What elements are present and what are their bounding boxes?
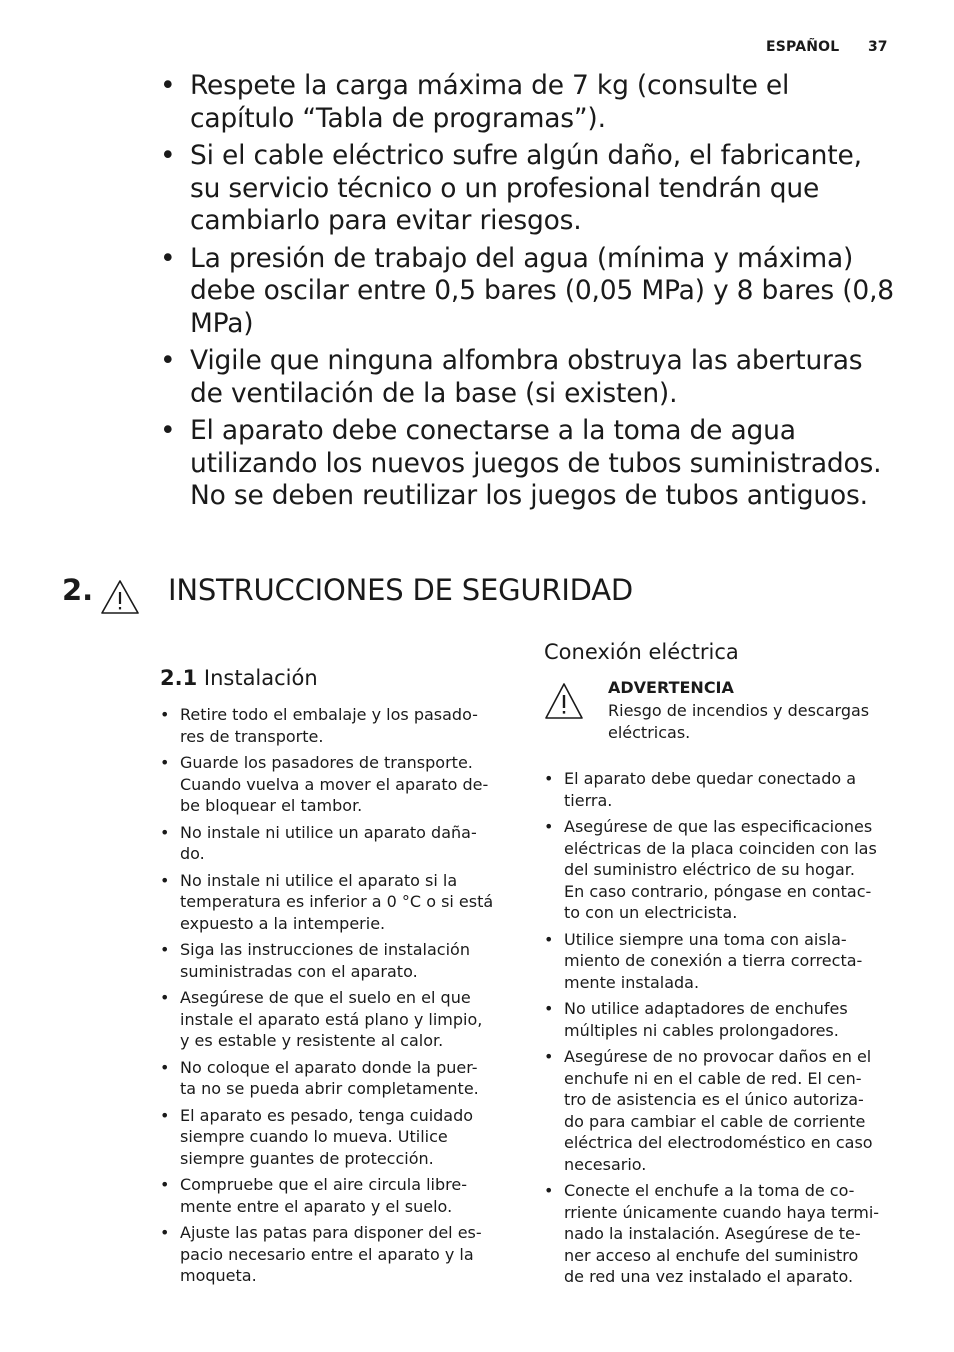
list-item: • Asegúrese de que las especificaciones eléctricas de la placa coinciden con las del suministro eléctrico de su hogar. En caso contrario, póngase en contac- to con un electricista. — [544, 817, 877, 922]
list-item: • No coloque el aparato donde la puer- ta no se pueda abrir completamente. — [160, 1057, 479, 1098]
list-item: • La presión de trabajo del agua (mínima y máxima) debe oscilar entre 0,5 bares (0,05 MPa) y 8 bares (0,8 MPa) — [160, 242, 894, 339]
section-title: INSTRUCCIONES DE SEGURIDAD — [168, 573, 634, 607]
bullet: • — [160, 70, 176, 101]
electrical-column — [544, 640, 904, 1293]
list-item: • Asegúrese de no provocar daños en el enchufe ni en el cable de red. El cen- tro de asistencia es el único autoriza- do para cambiar el cable de corriente eléctrica del electrodoméstico en caso necesario. — [544, 1047, 873, 1174]
page-header-language: ESPAÑOL — [766, 39, 840, 55]
list-item: • Vigile que ninguna alfombra obstruya las aberturas de ventilación de la base (si existen). — [160, 345, 863, 409]
electrical-list — [544, 768, 904, 1288]
list-item: • Utilice siempre una toma con aisla- miento de conexión a tierra correcta- mente instalada. — [544, 929, 863, 992]
warning-title: ADVERTENCIA — [608, 678, 734, 697]
warning-icon — [544, 682, 584, 720]
list-item: • No instale ni utilice el aparato si la temperatura es inferior a 0 °C o si está expuesto a la intemperie. — [160, 870, 494, 933]
section-number: 2. — [62, 573, 94, 607]
list-item: • El aparato debe conectarse a la toma de agua utilizando los nuevos juegos de tubos suministrados. No se deben reutilizar los juegos de tubos antiguos. — [160, 415, 882, 511]
list-item: • Retire todo el embalaje y los pasado- res de transporte. — [160, 705, 478, 746]
bullet: • — [160, 345, 176, 376]
intro-bullet-list — [160, 70, 900, 518]
warning-text: Riesgo de incendios y descargas eléctricas. — [608, 701, 870, 742]
list-item: • Compruebe que el aire circula libre- mente entre el aparato y el suelo. — [160, 1175, 467, 1216]
list-item: • Siga las instrucciones de instalación suministradas con el aparato. — [160, 940, 470, 981]
list-item: • No utilice adaptadores de enchufes múltiples ni cables prolongadores. — [544, 999, 848, 1040]
list-item: • Si el cable eléctrico sufre algún daño, el fabricante, su servicio técnico o un profesional tendrán que cambiarlo para evitar riesgos. — [160, 140, 862, 236]
list-item: • Asegúrese de que el suelo en el que instale el aparato está plano y limpio, y es estable y resistente al calor. — [160, 988, 483, 1050]
subsection-heading: Conexión eléctrica — [544, 640, 739, 664]
list-item: • Ajuste las patas para disponer del es- pacio necesario entre el aparato y la moqueta. — [160, 1223, 482, 1285]
list-item: • El aparato es pesado, tenga cuidado siempre cuando lo mueva. Utilice siempre guantes de protección. — [160, 1105, 474, 1168]
list-item: • Conecte el enchufe a la toma de co- rriente únicamente cuando haya termi- nado la instalación. Asegúrese de te- ner acceso al enchufe del suministro de red una vez instalado el aparato. — [544, 1181, 880, 1286]
subsection-heading: 2.1 Instalación — [160, 666, 318, 690]
list-item: • El aparato debe quedar conectado a tierra. — [544, 769, 857, 810]
page-number: 37 — [868, 39, 888, 55]
bullet: • — [160, 415, 176, 446]
list-item: • No instale ni utilice un aparato daña- do. — [160, 822, 477, 863]
list-item: • Respete la carga máxima de 7 kg (consulte el capítulo “Tabla de programas”). — [160, 70, 790, 134]
installation-list — [160, 704, 520, 1287]
bullet: • — [160, 242, 176, 274]
list-item: • Guarde los pasadores de transporte. Cuando vuelva a mover el aparato de- be bloquear el tambor. — [160, 753, 489, 815]
warning-box — [544, 678, 904, 760]
bullet: • — [160, 140, 176, 171]
installation-column — [160, 666, 520, 1292]
warning-icon — [100, 579, 140, 615]
